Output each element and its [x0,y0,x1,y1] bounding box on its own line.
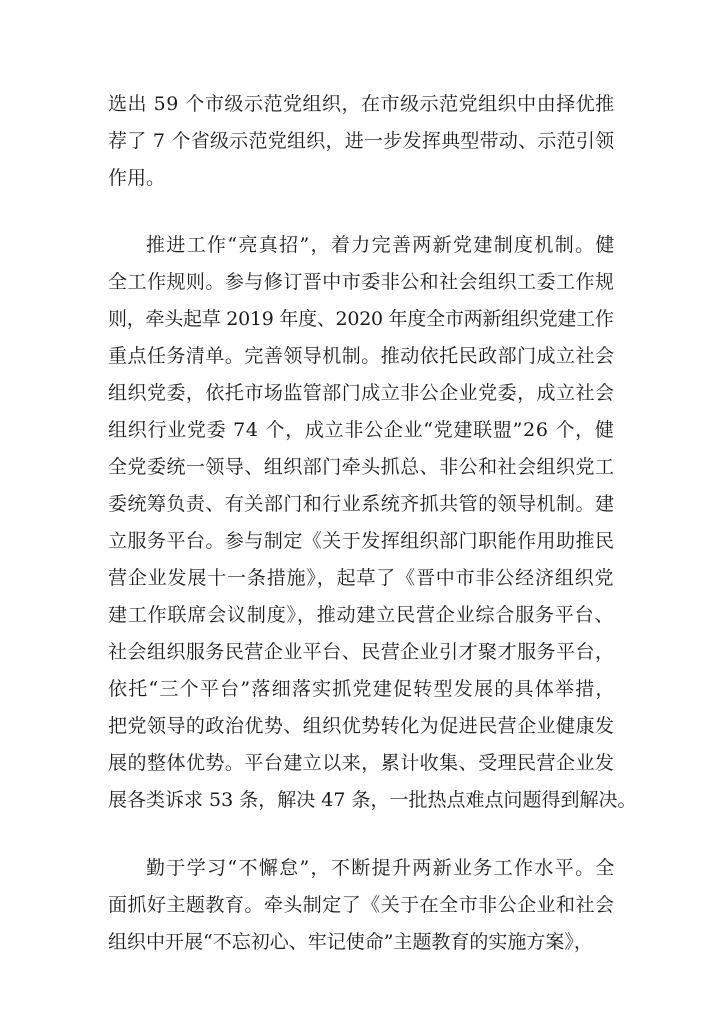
text-line: 推进工作“亮真招”，着力完善两新党建制度机制。健 [146,234,616,256]
text-line: 全党委统一领导、组织部门牵头抓总、非公和社会组织党工 [108,456,615,478]
text-line: 委统筹负责、有关部门和行业系统齐抓共管的领导机制。建 [108,493,615,515]
text-line: 重点任务清单。完善领导机制。推动依托民政部门成立社会 [108,345,615,367]
text-line: 依托“三个平台”落细落实抓党建促转型发展的具体举措， [108,678,616,700]
text-line: 社会组织服务民营企业平台、民营企业引才聚才服务平台， [108,641,615,663]
text-line: 作用。 [108,167,166,189]
text-line: 组织中开展“不忘初心、牢记使命”主题教育的实施方案》， [108,931,593,953]
text-line: 荐了 7 个省级示范党组织，进一步发挥典型带动、示范引领 [108,130,615,152]
text-line: 建工作联席会议制度》，推动建立民营企业综合服务平台、 [108,604,615,626]
text-line: 营企业发展十一条措施》，起草了《晋中市非公经济组织党 [108,567,615,589]
text-line: 选出 59 个市级示范党组织，在市级示范党组织中由择优推 [108,93,615,115]
text-line: 勤于学习“不懈怠”，不断提升两新业务工作水平。全 [146,857,616,879]
text-line: 则，牵头起草 2019 年度、2020 年度全市两新组织党建工作 [108,308,614,330]
text-line: 面抓好主题教育。牵头制定了《关于在全市非公企业和社会 [108,894,615,916]
text-line: 组织党委，依托市场监管部门成立非公企业党委，成立社会 [108,382,615,404]
text-line: 展的整体优势。平台建立以来，累计收集、受理民营企业发 [108,752,615,774]
text-line: 组织行业党委 74 个，成立非公企业“党建联盟”26 个，健 [108,419,615,441]
text-line: 立服务平台。参与制定《关于发挥组织部门职能作用助推民 [108,530,615,552]
text-line: 把党领导的政治优势、组织优势转化为促进民营企业健康发 [108,715,615,737]
text-line: 展各类诉求 53 条，解决 47 条，一批热点难点问题得到解决。 [108,789,637,811]
text-line: 全工作规则。参与修订晋中市委非公和社会组织工委工作规 [108,271,615,293]
